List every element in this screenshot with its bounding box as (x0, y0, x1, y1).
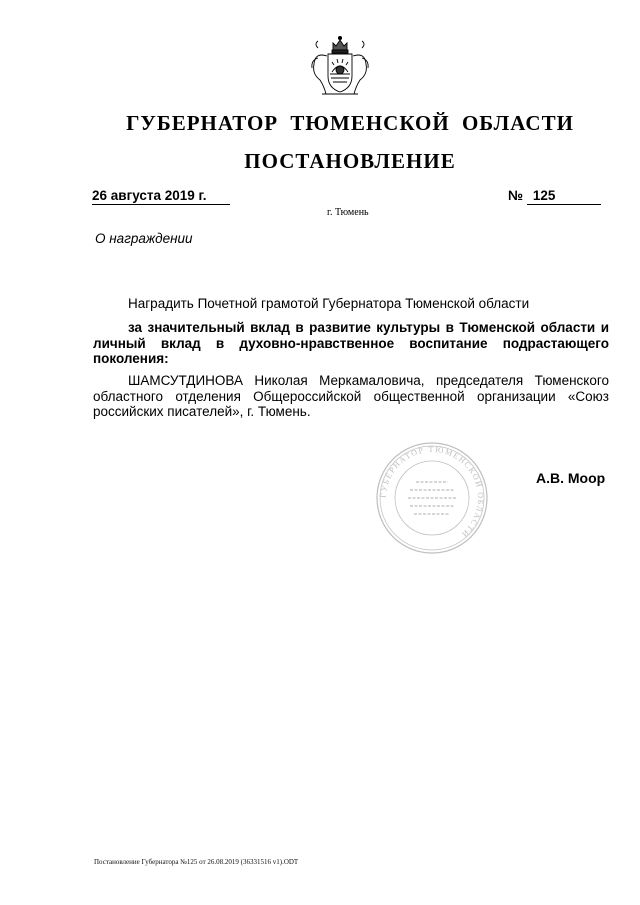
number-value: 125 (527, 188, 601, 205)
body-paragraph-recipient: ШАМСУТДИНОВА Николая Меркамаловича, председателя Тюменского областного отделения Общероссийской общественной организации «Союз российских писателей», г. Тюмень. (93, 373, 609, 419)
stamp-ring-text: ГУБЕРНАТОР ТЮМЕНСКОЙ ОБЛАСТИ (378, 444, 486, 540)
number-prefix: № (508, 188, 524, 203)
body-paragraph-reason: за значительный вклад в развитие культуры в Тюменской области и личный вклад в духовно-нравственное воспитание подрастающего поколения: (93, 320, 609, 366)
body-paragraph-award: Наградить Почетной грамотой Губернатора Тюменской области (128, 296, 530, 311)
authority-title: ГУБЕРНАТОР ТЮМЕНСКОЙ ОБЛАСТИ (126, 111, 574, 135)
official-stamp (374, 440, 490, 556)
document-subject: О награждении (95, 231, 193, 246)
signer-name: А.В. Моор (536, 470, 606, 486)
document-date: 26 августа 2019 г. (92, 188, 230, 205)
svg-text:ГУБЕРНАТОР ТЮМЕНСКОЙ ОБЛАСТИ (379, 445, 485, 540)
coat-of-arms-emblem (300, 34, 380, 102)
document-footer: Постановление Губернатора №125 от 26.08.2019 (36331516 v1).ODT (94, 858, 299, 866)
document-city: г. Тюмень (327, 207, 369, 218)
document-type-title: ПОСТАНОВЛЕНИЕ (244, 149, 456, 173)
document-number (508, 188, 601, 205)
